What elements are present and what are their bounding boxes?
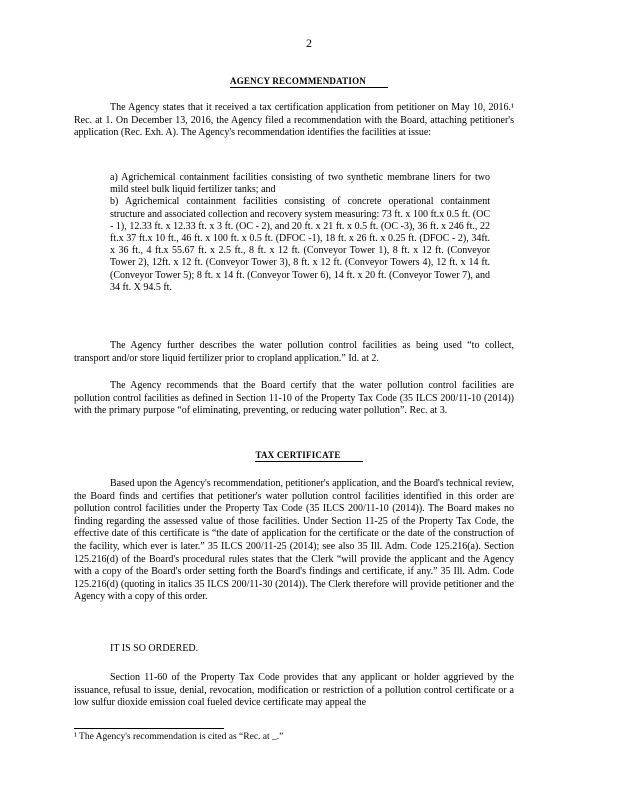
paragraph-facility-description: The Agency further describes the water pollution control facilities as being used “to collect, transport and/or store liquid fertilizer prior to cropland application.” Id. at 2. <box>74 340 514 364</box>
facility-item-a: a) Agrichemical containment facilities consisting of two synthetic membrane liners for two mild steel bulk liquid fertilizer tanks; and <box>110 172 490 196</box>
paragraph-agency-receipt: The Agency states that it received a tax certification application from petitioner on May 10, 2016.¹ Rec. at 1. On December 13, 2016, the Agency filed a recommendation with the Board, attaching petitioner's application (Rec. Exh. A). The Agency's recommendation identifies the facilities at issue: <box>74 102 514 139</box>
facility-item-b: b) Agrichemical containment facilities consisting of concrete operational containment structure and associated collection and recovery system measuring: 73 ft. x 100 ft.x 0.5 ft. (OC - 1), 12.33 ft. x 12.33 ft. x 3 ft. (OC - 2), and 20 ft. x 21 ft. x 0.5 ft. (OC -3), 36 ft. x 246 ft., 22 ft.x 37 ft.x 10 ft., 46 ft. x 100 ft. x 0.5 ft. (DFOC -1), 18 ft. x 26 ft. x 0.25 ft. (DFOC - 2), 34ft. x 36 ft., 4 ft.x 55.67 ft. x 2.5 ft., 8 ft. x 12 ft. (Conveyor Tower 1), 8 ft. x 12 ft. (Conveyor Tower 2), 12ft. x 12 ft. (Conveyor Tower 3), 8 ft. x 12 ft. (Conveyor Towers 4), 12 ft. x 14 ft. (Conveyor Tower 5); 8 ft. x 14 ft. (Conveyor Tower 6), 14 ft. x 20 ft. (Conveyor Tower 7), and 34 ft. X 94.5 ft. <box>110 196 490 293</box>
paragraph-appeal: Section 11-60 of the Property Tax Code provides that any applicant or holder aggrieved by the issuance, refusal to issue, denial, revocation, modification or restriction of a pollution control certificate or a low sulfur dioxide emission coal fueled device certificate may appeal the <box>74 672 514 709</box>
footnote-separator <box>74 728 224 729</box>
ordered-statement: IT IS SO ORDERED. <box>110 643 199 654</box>
footnote: ¹ The Agency's recommendation is cited as “Rec. at _.” <box>74 732 284 742</box>
facility-list <box>110 172 490 294</box>
paragraph-agency-recommends: The Agency recommends that the Board certify that the water pollution control facilities are pollution control facilities as defined in Section 11-10 of the Property Tax Code (35 ILCS 200/11-10 (2014)) with the primary purpose “of eliminating, preventing, or reducing water pollution”. Rec. at 3. <box>74 380 514 417</box>
heading-agency-recommendation: AGENCY RECOMMENDATION <box>0 76 618 88</box>
page-number: 2 <box>306 36 312 50</box>
paragraph-board-findings: Based upon the Agency's recommendation, petitioner's application, and the Board's technical review, the Board finds and certifies that petitioner's water pollution control facilities identified in this order are pollution control facilities under the Property Tax Code (35 ILCS 200/11-10 (2014)). The Board makes no finding regarding the assessed value of those facilities. Under Section 11-25 of the Property Tax Code, the effective date of this certificate is “the date of application for the certificate or the date of the construction of the facility, which ever is later.” 35 ILCS 200/11-25 (2014); see also 35 Ill. Adm. Code 125.216(a). Section 125.216(d) of the Board's procedural rules states that the Clerk “will provide the applicant and the Agency with a copy of the Board's order setting forth the Board's findings and certificate, if any.” 35 Ill. Adm. Code 125.216(d) (quoting in italics 35 ILCS 200/11-30 (2014)). The Clerk therefore will provide petitioner and the Agency with a copy of this order. <box>74 478 514 603</box>
heading-tax-certificate: TAX CERTIFICATE <box>0 450 618 462</box>
